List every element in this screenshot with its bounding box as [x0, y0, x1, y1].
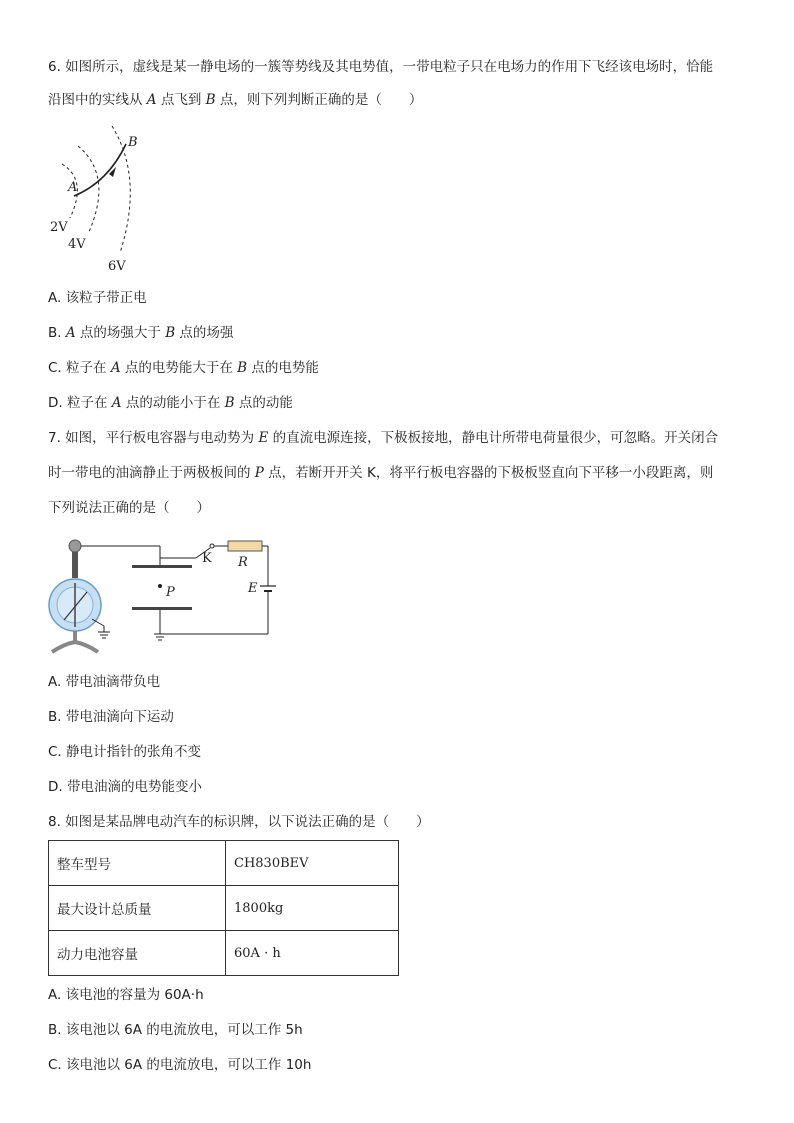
- table-row: [49, 931, 399, 976]
- q6-option-c: C. 粒子在 A 点的电势能大于在 B 点的电势能: [48, 360, 319, 376]
- table-row: [49, 886, 399, 931]
- q6-option-b: B. A 点的场强大于 B 点的场强: [48, 325, 234, 341]
- q7-option-c: C. 静电计指针的张角不变: [48, 744, 202, 760]
- q7-option-a: A. 带电油滴带负电: [48, 674, 161, 690]
- spec-label-battery: 动力电池容量: [49, 931, 226, 976]
- q8-option-a: A. 该电池的容量为 60A·h: [48, 987, 204, 1003]
- upper-plate: [132, 565, 192, 568]
- q7-option-b: B. 带电油滴向下运动: [48, 709, 174, 725]
- q7-stem-line2: 时一带电的油滴静止于两极板间的 P 点，若断开开关 K，将平行板电容器的下极板竖直向下平移一小段距离，则: [48, 465, 714, 481]
- q7-stem-line3: 下列说法正确的是（ ）: [48, 500, 210, 516]
- q6-stem-line1: 6. 如图所示，虚线是某一静电场的一簇等势线及其电势值，一带电粒子只在电场力的作用下飞经该电场时，恰能: [48, 59, 714, 75]
- spec-label-model: 整车型号: [49, 841, 226, 886]
- electrometer-ground-icon: [98, 626, 110, 638]
- q7-stem-line1: 7. 如图，平行板电容器与电动势为 E 的直流电源连接，下极板接地，静电计所带电荷量很少，可忽略。开关闭合: [48, 430, 719, 446]
- spec-value-battery: 60A · h: [226, 931, 399, 976]
- q7-capacitor-circuit-figure: [40, 534, 280, 664]
- q7-option-d: D. 带电油滴的电势能变小: [48, 779, 202, 795]
- q6-equipotential-figure: [40, 118, 150, 278]
- label-point-p: P: [166, 585, 175, 600]
- table-row: [49, 841, 399, 886]
- spec-value-model: CH830BEV: [226, 841, 399, 886]
- capacitor-ground-icon: [154, 634, 166, 640]
- electrometer-rod: [72, 552, 78, 578]
- label-resistor-r: R: [238, 555, 248, 570]
- q6-option-d: D. 粒子在 A 点的动能小于在 B 点的动能: [48, 395, 293, 411]
- lower-plate: [132, 607, 192, 610]
- q8-option-c: C. 该电池以 6A 的电流放电，可以工作 10h: [48, 1057, 312, 1073]
- label-point-a: A: [68, 180, 78, 195]
- q6-stem-line2: 沿图中的实线从 A 点飞到 B 点，则下列判断正确的是（ ）: [48, 92, 423, 108]
- label-point-b: B: [128, 135, 138, 150]
- oil-drop-p: [158, 584, 162, 588]
- switch-k-contact: [210, 544, 214, 548]
- q8-stem: 8. 如图是某品牌电动汽车的标识牌，以下说法正确的是（ ）: [48, 814, 430, 830]
- electrometer-stand: [52, 631, 98, 652]
- spec-value-mass: 1800kg: [226, 886, 399, 931]
- label-6v: 6V: [108, 259, 126, 274]
- label-4v: 4V: [68, 237, 86, 252]
- label-emf-e: E: [248, 581, 258, 596]
- label-switch-k: K: [202, 551, 212, 566]
- electrometer-knob: [69, 540, 81, 552]
- q8-option-b: B. 该电池以 6A 的电流放电，可以工作 5h: [48, 1022, 303, 1038]
- q6-option-a: A. 该粒子带正电: [48, 290, 147, 306]
- resistor-r: [228, 541, 262, 551]
- vehicle-spec-table: [48, 840, 399, 976]
- spec-label-mass: 最大设计总质量: [49, 886, 226, 931]
- equipotential-line-4v: [78, 146, 99, 234]
- label-2v: 2V: [50, 220, 68, 235]
- particle-trajectory: [74, 144, 126, 196]
